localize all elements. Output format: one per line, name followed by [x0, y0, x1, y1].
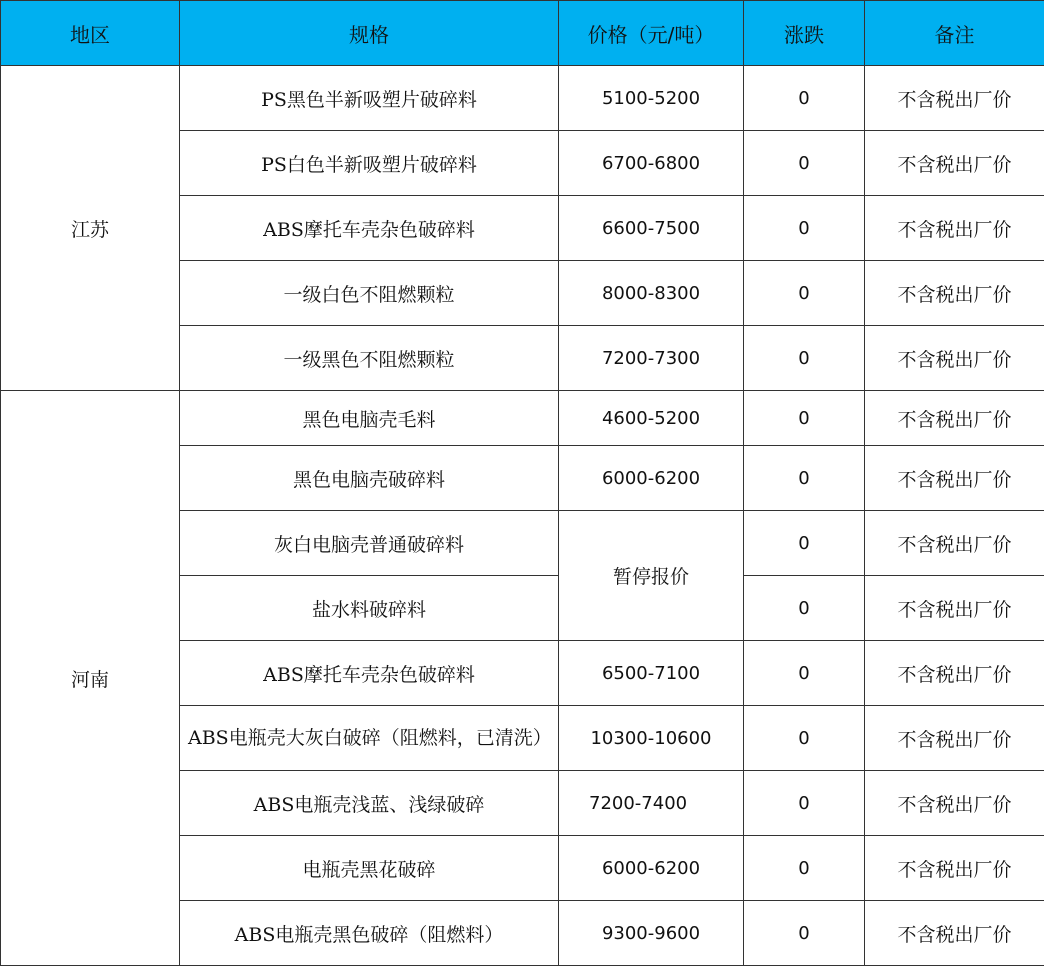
note-cell: 不含税出厂价: [865, 706, 1044, 771]
change-cell: 0: [744, 641, 865, 706]
note-cell: 不含税出厂价: [865, 66, 1044, 131]
note-cell: 不含税出厂价: [865, 901, 1044, 966]
price-cell: 6600-7500: [559, 196, 744, 261]
change-cell: 0: [744, 391, 865, 446]
header-spec: 规格: [180, 1, 559, 66]
header-region: 地区: [1, 1, 180, 66]
note-cell: 不含税出厂价: [865, 131, 1044, 196]
price-cell: 5100-5200: [559, 66, 744, 131]
spec-cell: PS黑色半新吸塑片破碎料: [180, 66, 559, 131]
change-cell: 0: [744, 511, 865, 576]
price-cell: 6000-6200: [559, 836, 744, 901]
price-cell: 10300-10600: [559, 706, 744, 771]
change-cell: 0: [744, 706, 865, 771]
header-note: 备注: [865, 1, 1044, 66]
change-cell: 0: [744, 771, 865, 836]
spec-cell: 黑色电脑壳破碎料: [180, 446, 559, 511]
spec-cell: 一级黑色不阻燃颗粒: [180, 326, 559, 391]
change-cell: 0: [744, 901, 865, 966]
spec-cell: ABS电瓶壳大灰白破碎（阻燃料，已清洗）: [180, 706, 559, 771]
region-cell-jiangsu: 江苏: [1, 66, 180, 391]
change-cell: 0: [744, 576, 865, 641]
change-cell: 0: [744, 836, 865, 901]
spec-cell: ABS电瓶壳浅蓝、浅绿破碎: [180, 771, 559, 836]
header-row: [1, 1, 1044, 66]
change-cell: 0: [744, 446, 865, 511]
price-cell: 6700-6800: [559, 131, 744, 196]
price-cell: 7200-7300: [559, 326, 744, 391]
region-cell-henan: 河南: [1, 391, 180, 966]
spec-cell: ABS摩托车壳杂色破碎料: [180, 196, 559, 261]
change-cell: 0: [744, 326, 865, 391]
price-cell: 4600-5200: [559, 391, 744, 446]
note-cell: 不含税出厂价: [865, 446, 1044, 511]
change-cell: 0: [744, 66, 865, 131]
note-cell: 不含税出厂价: [865, 771, 1044, 836]
note-cell: 不含税出厂价: [865, 261, 1044, 326]
change-cell: 0: [744, 261, 865, 326]
spec-cell: ABS摩托车壳杂色破碎料: [180, 641, 559, 706]
table-row: [1, 66, 1044, 131]
price-cell: 6500-7100: [559, 641, 744, 706]
note-cell: 不含税出厂价: [865, 576, 1044, 641]
spec-cell: 电瓶壳黑花破碎: [180, 836, 559, 901]
spec-cell: 灰白电脑壳普通破碎料: [180, 511, 559, 576]
spec-cell: PS白色半新吸塑片破碎料: [180, 131, 559, 196]
spec-cell: ABS电瓶壳黑色破碎（阻燃料）: [180, 901, 559, 966]
note-cell: 不含税出厂价: [865, 836, 1044, 901]
note-cell: 不含税出厂价: [865, 511, 1044, 576]
price-cell: 7200-7400: [559, 771, 744, 836]
note-cell: 不含税出厂价: [865, 326, 1044, 391]
spec-cell: 一级白色不阻燃颗粒: [180, 261, 559, 326]
spec-cell: 盐水料破碎料: [180, 576, 559, 641]
note-cell: 不含税出厂价: [865, 641, 1044, 706]
spec-cell: 黑色电脑壳毛料: [180, 391, 559, 446]
price-cell-suspended: 暂停报价: [559, 511, 744, 641]
change-cell: 0: [744, 196, 865, 261]
change-cell: 0: [744, 131, 865, 196]
header-change: 涨跌: [744, 1, 865, 66]
table-row: [1, 391, 1044, 446]
price-cell: 8000-8300: [559, 261, 744, 326]
price-cell: 9300-9600: [559, 901, 744, 966]
header-price: 价格（元/吨）: [559, 1, 744, 66]
note-cell: 不含税出厂价: [865, 196, 1044, 261]
note-cell: 不含税出厂价: [865, 391, 1044, 446]
price-cell: 6000-6200: [559, 446, 744, 511]
